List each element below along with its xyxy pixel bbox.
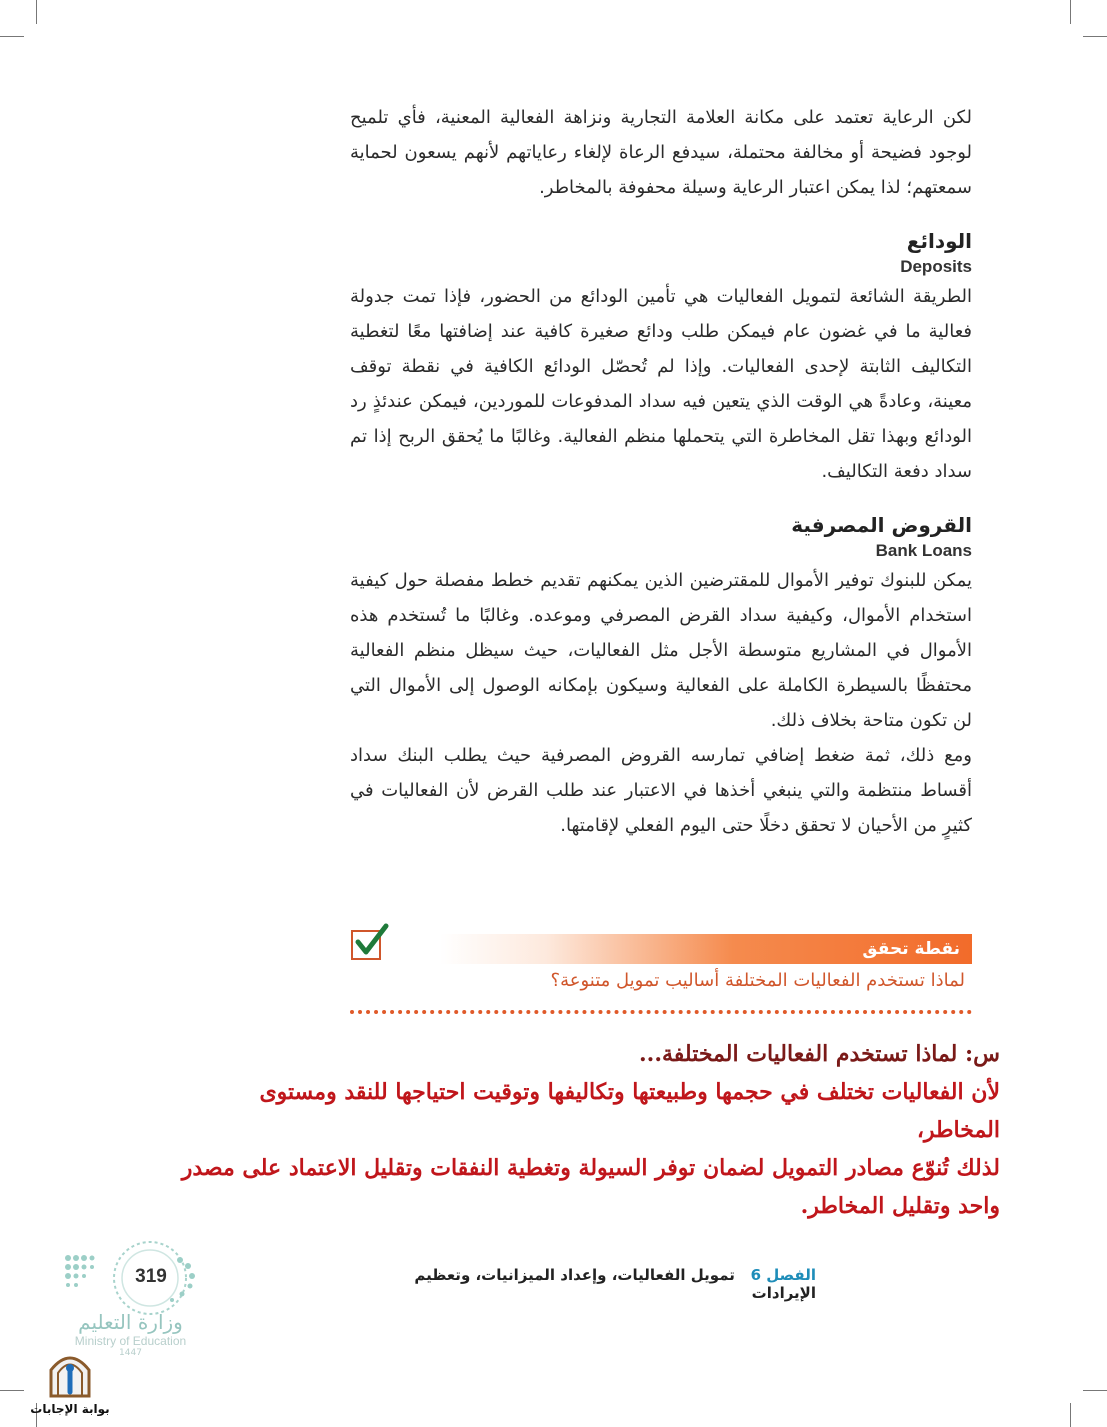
crop-mark [1083, 1390, 1107, 1391]
checkpoint-label: نقطة تحقق [862, 939, 960, 959]
answer-line-1: لأن الفعاليات تختلف في حجمها وطبيعتها وتكاليفها وتوقيت احتياجها للنقد ومستوى المخاطر، [259, 1079, 1000, 1143]
answer-line-3: واحد وتقليل المخاطر. [800, 1193, 1000, 1219]
bank-loans-paragraph-2: ومع ذلك، ثمة ضغط إضافي تمارسه القروض المصرفية حيث يطلب البنك سداد أقساط منتظمة والتي ينبغي أخذها في الاعتبار عند طلب القرض لأن الفعاليات في كثيرٍ من الأحيان لا تحقق دخلًا حتى اليوم الفعلي لإقامتها. [350, 745, 972, 836]
deposits-heading: الودائع [906, 229, 972, 253]
deposits-paragraph: الطريقة الشائعة لتمويل الفعاليات هي تأمين الودائع من الحضور، فإذا تمت جدولة فعالية ما في غضون عام فيمكن طلب ودائع صغيرة كافية عند إضافتها معًا لتغطية التكاليف الثابتة لإحدى الفعاليات. وإذا لم تُحصّل الودائع الكافية في نقطة توقف معينة، وعادةً هي الوقت الذي يتعين فيه سداد المدفوعات للموردين، فيمكن عندئذٍ رد الودائع وبهذا تقل المخاطرة التي يتحملها منظم الفعالية. وغالبًا ما يُحقق الربح إذا تم سداد دفعة التكاليف. [350, 286, 972, 482]
crop-mark [1083, 36, 1107, 37]
crop-mark [1070, 0, 1071, 24]
portal-label: بوابة الإجابات [30, 1402, 110, 1416]
chapter-footer [350, 1266, 816, 1302]
bank-loans-heading-en: Bank Loans [875, 541, 972, 560]
portal-arch-icon [47, 1348, 93, 1398]
answer-question: س: لماذا تستخدم الفعاليات المختلفة... [639, 1041, 1000, 1067]
chapter-number: 6 [750, 1266, 762, 1284]
crop-mark [36, 0, 37, 24]
bank-loans-paragraph: يمكن للبنوك توفير الأموال للمقترضين الذين يمكنهم تقديم خطط مفصلة حول كيفية استخدام الأموال، وكيفية سداد القرض المصرفي وموعده. وغالبًا ما تُستخدم هذه الأموال في المشاريع متوسطة الأجل مثل الفعاليات، حيث سيظل منظم الفعالية محتفظًا بالسيطرة الكاملة على الفعالية وسيكون بإمكانه الوصول إلى الأموال التي لن تكون متاحة بخلاف ذلك. [350, 570, 972, 731]
answer-line-2: لذلك تُنوّع مصادر التمويل لضمان توفر السيولة وتغطية النفقات وتقليل الاعتماد على مصدر [181, 1155, 1000, 1181]
answers-portal-logo [30, 1348, 110, 1416]
chapter-title: تمويل الفعاليات، وإعداد الميزانيات، وتعظيم الإيرادات [414, 1266, 816, 1302]
dotted-divider [350, 1010, 972, 1014]
ministry-name-ar: وزارة التعليم [78, 1310, 183, 1334]
deposits-heading-en: Deposits [900, 257, 972, 276]
crop-mark [1070, 1403, 1071, 1427]
checkmark-icon [352, 922, 390, 958]
bank-loans-heading: القروض المصرفية [791, 513, 972, 537]
checkpoint-banner [440, 934, 972, 964]
chapter-word: الفصل [766, 1266, 816, 1284]
main-content [350, 100, 972, 843]
crop-mark [0, 1390, 24, 1391]
checkpoint-question: لماذا تستخدم الفعاليات المختلفة أساليب تمويل متنوعة؟ [550, 970, 965, 991]
intro-paragraph: لكن الرعاية تعتمد على مكانة العلامة التجارية ونزاهة الفعالية المعنية، فأي تلميح لوجود فضيحة أو مخالفة محتملة، سيدفع الرعاة لإلغاء رعاياتهم لأنهم يسعون لحماية سمعتهم؛ لذا يمكن اعتبار الرعاية وسيلة محفوفة بالمخاطر. [350, 107, 972, 198]
crop-mark [0, 36, 24, 37]
page-number: 319 [135, 1266, 167, 1287]
ministry-year: 1447 [119, 1348, 142, 1358]
answer-block [170, 1035, 1000, 1225]
ministry-name-en: Ministry of Education [74, 1334, 187, 1348]
